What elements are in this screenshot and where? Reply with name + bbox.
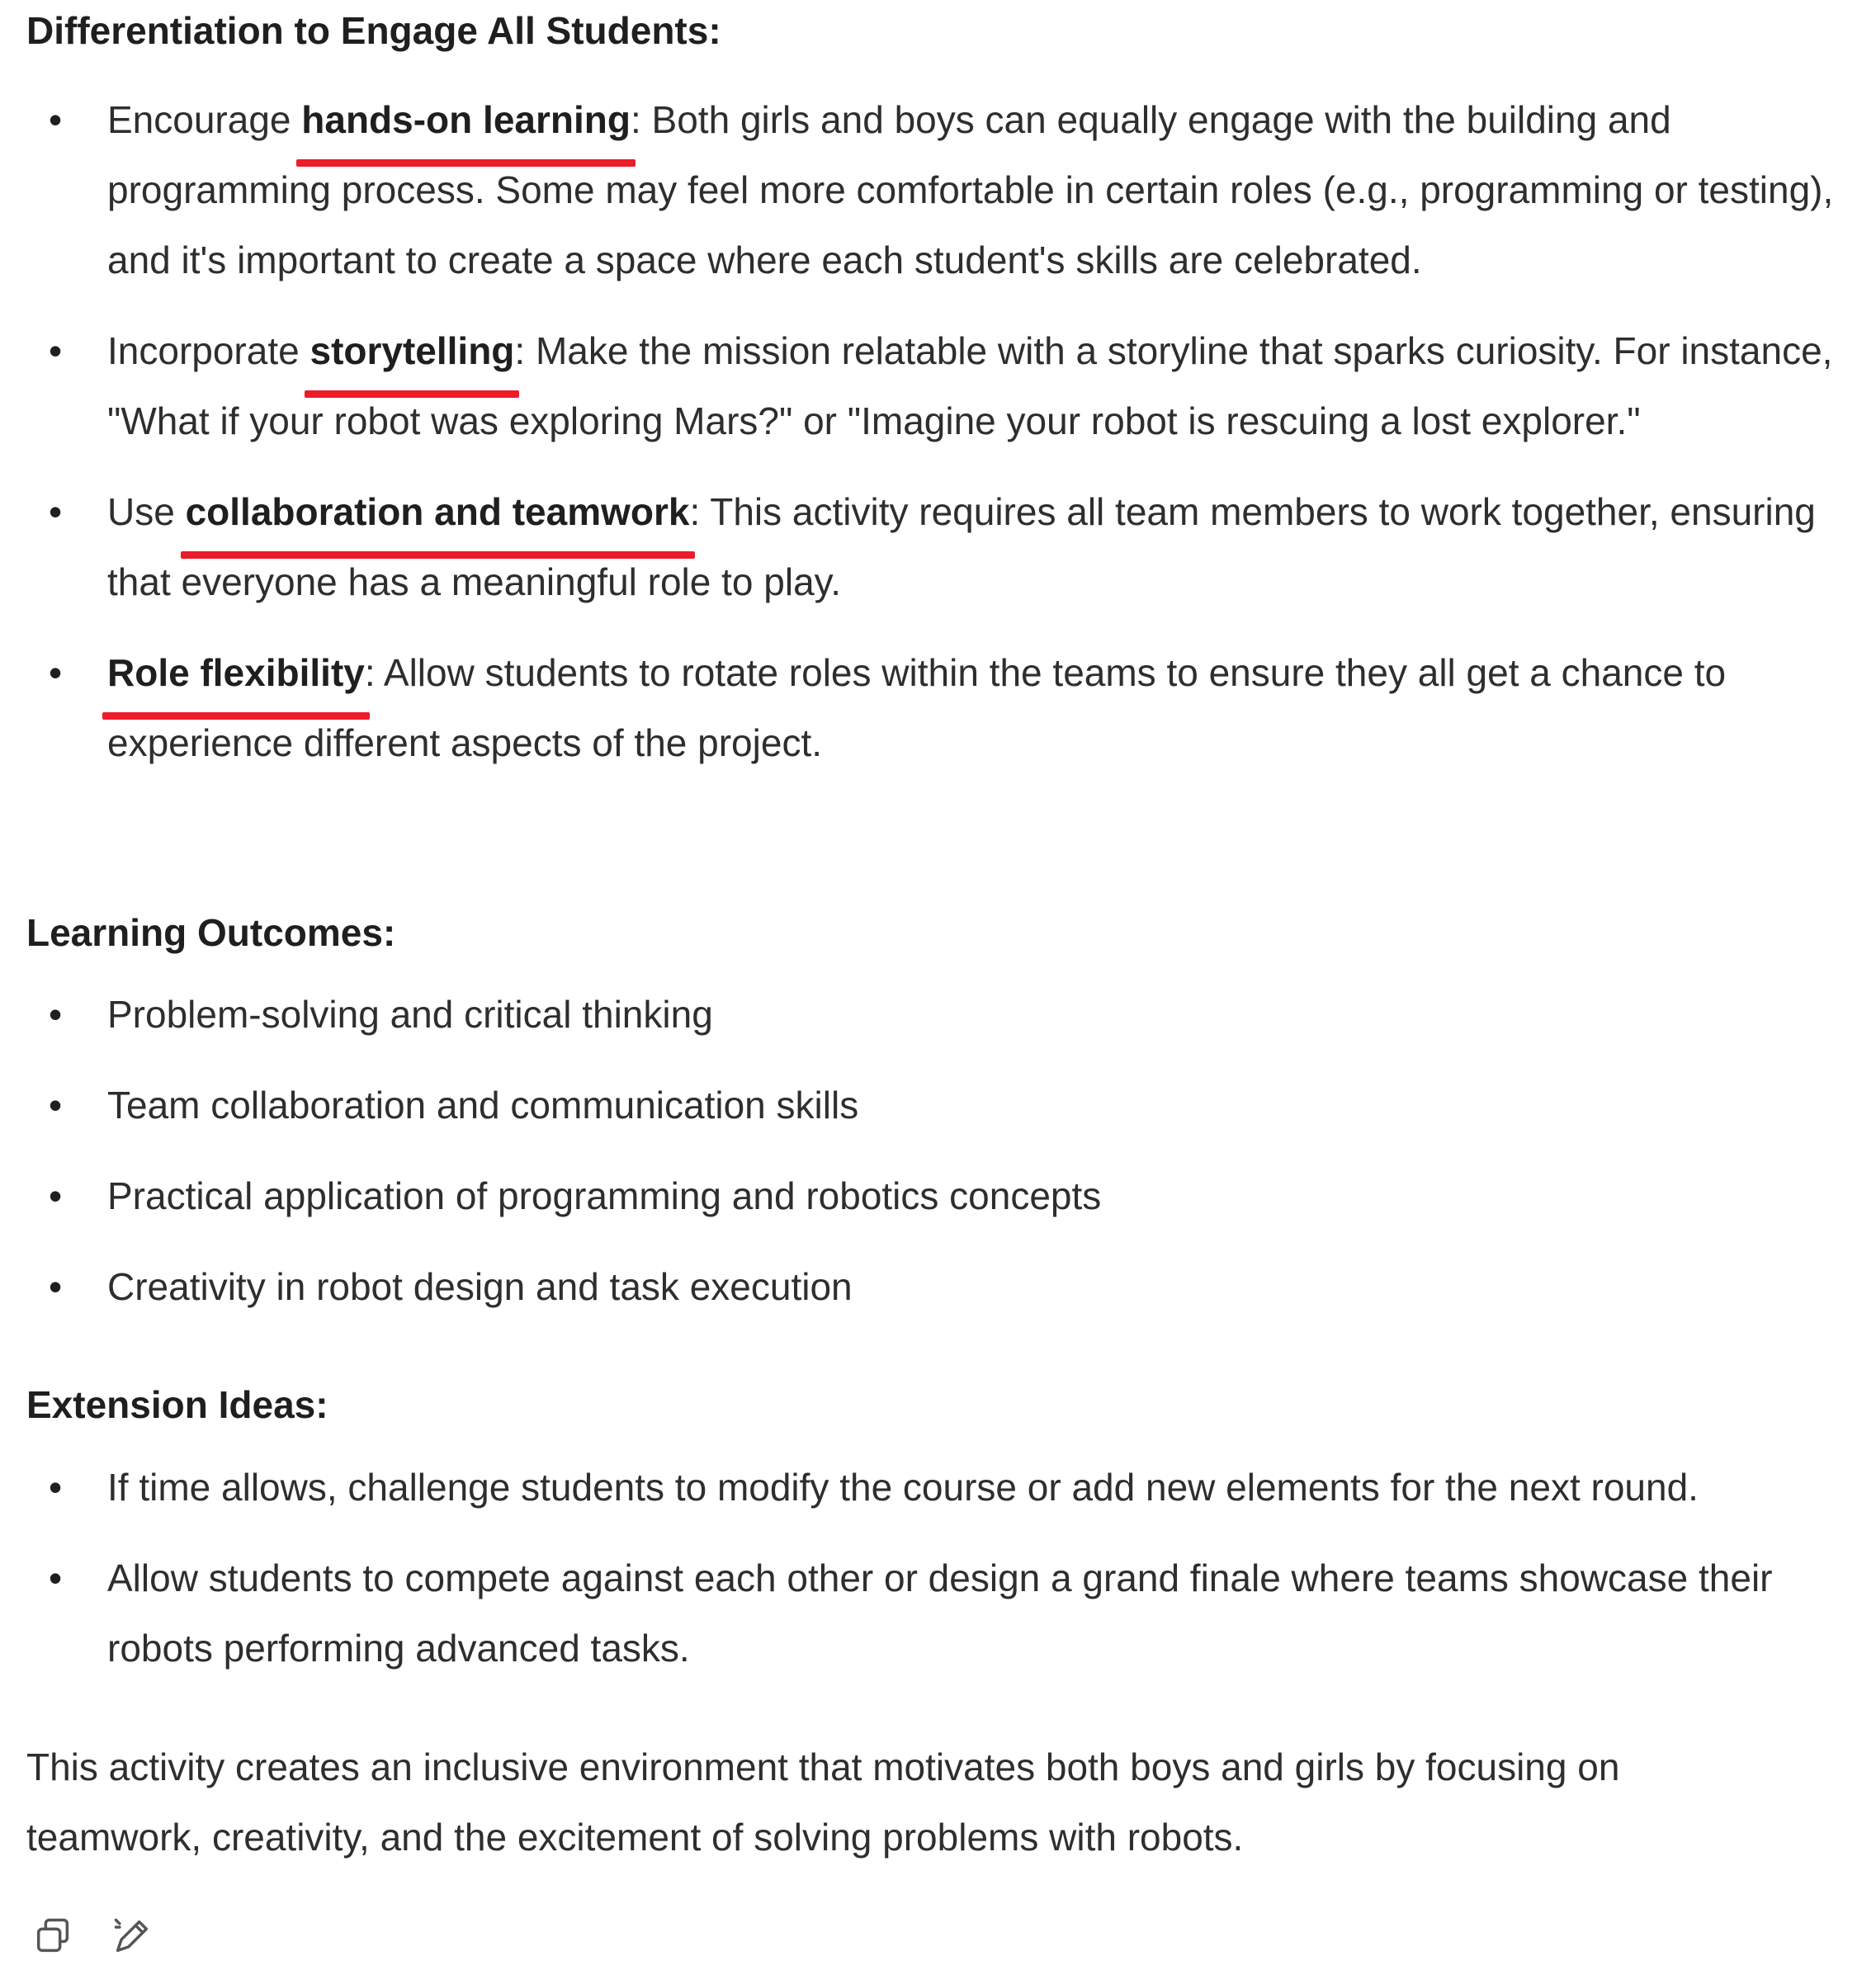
highlighted-term: storytelling	[310, 316, 514, 386]
message-actions	[31, 1915, 154, 1958]
differentiation-list	[26, 85, 1859, 778]
bullet-icon: •	[48, 329, 63, 372]
item-text: Problem-solving and critical thinking	[107, 993, 713, 1036]
item-text: Team collaboration and communication skills	[107, 1084, 859, 1127]
item-text: : Both girls and boys can equally engage with the building and programming process. Some may feel more comfortable in certain roles (e.g., programming or testing), and it's important to create a space where each student's skills are celebrated.	[107, 98, 1834, 281]
item-text: : Allow students to rotate roles within the teams to ensure they all get a chance to experience different aspects of the project.	[107, 651, 1727, 764]
copy-icon	[31, 1915, 74, 1958]
item-text: : This activity requires all team members to work together, ensuring that everyone has a meaningful role to play.	[107, 490, 1816, 603]
edit-button[interactable]	[111, 1915, 154, 1958]
section-differentiation	[26, 9, 721, 52]
bullet-icon: •	[48, 1174, 63, 1217]
bullet-icon: •	[48, 1556, 63, 1599]
list-item	[26, 1543, 1859, 1684]
highlighted-term: collaboration and teamwork	[186, 477, 690, 547]
list-item	[26, 638, 1859, 778]
list-item	[26, 1252, 1859, 1322]
bullet-icon: •	[48, 1084, 63, 1127]
list-item	[26, 1453, 1859, 1523]
bullet-icon: •	[48, 1265, 63, 1308]
bullet-icon: •	[48, 993, 63, 1036]
extension-ideas-list	[26, 1453, 1859, 1684]
section-extension-ideas	[26, 1383, 328, 1426]
section-learning-outcomes	[26, 911, 396, 954]
section-heading: Learning Outcomes:	[26, 911, 396, 954]
item-text: Allow students to compete against each other or design a grand finale where teams showcase their robots performing advanced tasks.	[107, 1556, 1773, 1670]
bullet-icon: •	[48, 98, 63, 141]
highlighted-term: Role flexibility	[107, 638, 365, 708]
section-heading: Differentiation to Engage All Students:	[26, 9, 721, 52]
closing-paragraph: This activity creates an inclusive environment that motivates both boys and girls by focusing on teamwork, creativity, and the excitement of solving problems with robots.	[26, 1745, 1620, 1859]
copy-button[interactable]	[31, 1915, 74, 1958]
edit-icon	[111, 1915, 154, 1958]
bullet-icon: •	[48, 490, 63, 533]
item-prefix: Incorporate	[107, 329, 310, 372]
item-text: If time allows, challenge students to modify the course or add new elements for the next round.	[107, 1466, 1699, 1509]
item-text: Creativity in robot design and task execution	[107, 1265, 853, 1308]
section-heading: Extension Ideas:	[26, 1383, 328, 1426]
item-prefix: Use	[107, 490, 186, 533]
bullet-icon: •	[48, 651, 63, 694]
list-item	[26, 1161, 1859, 1231]
list-item	[26, 85, 1859, 295]
bullet-icon: •	[48, 1466, 63, 1509]
list-item	[26, 477, 1859, 617]
list-item	[26, 316, 1859, 456]
highlighted-term: hands-on learning	[301, 85, 631, 155]
learning-outcomes-list	[26, 980, 1859, 1322]
list-item	[26, 980, 1859, 1050]
list-item	[26, 1070, 1859, 1141]
item-prefix: Encourage	[107, 98, 302, 141]
item-text: : Make the mission relatable with a storyline that sparks curiosity. For instance, "What if your robot was exploring Mars?" or "Imagine your robot is rescuing a lost explorer."	[107, 329, 1833, 442]
item-text: Practical application of programming and robotics concepts	[107, 1174, 1102, 1217]
